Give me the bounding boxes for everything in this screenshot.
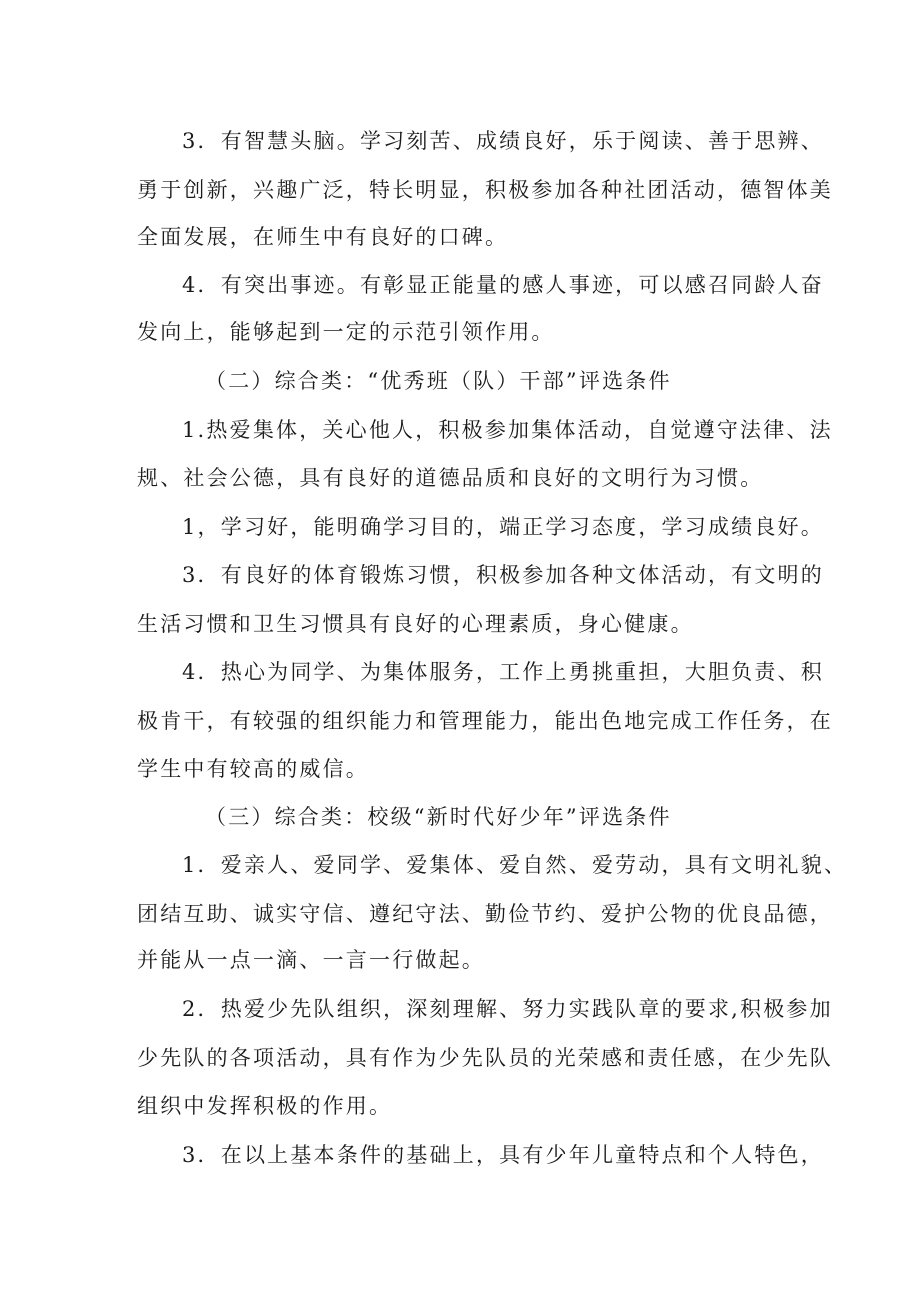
paragraph-line: 3．有智慧头脑。学习刻苦、成绩良好，乐于阅读、善于思辨、 xyxy=(182,129,824,153)
paragraph-line: 规、社会公德，具有良好的道德品质和良好的文明行为习惯。 xyxy=(137,466,764,490)
paragraph-line: 1．爱亲人、爱同学、爱集体、爱自然、爱劳动，具有文明礼貌、 xyxy=(182,853,848,877)
paragraph-line: 3．在以上基本条件的基础上，具有少年儿童特点和个人特色， xyxy=(182,1143,824,1167)
paragraph-line: 并能从一点一滴、一言一行做起。 xyxy=(137,948,485,972)
section-heading: （三）综合类：校级“新时代好少年”评选条件 xyxy=(205,805,672,829)
paragraph-line: 2．热爱少先队组织，深刻理解、努力实践队章的要求,积极参加 xyxy=(182,997,833,1021)
paragraph-line: 4．有突出事迹。有彰显正能量的感人事迹，可以感召同龄人奋 xyxy=(182,273,824,297)
paragraph-line: 勇于创新，兴趣广泛，特长明显，积极参加各种社团活动，德智体美 xyxy=(137,178,833,202)
paragraph-line: 1，学习好，能明确学习目的，端正学习态度，学习成绩良好。 xyxy=(182,515,824,539)
paragraph-line: 1.热爱集体，关心他人，积极参加集体活动，自觉遵守法律、法 xyxy=(182,418,833,442)
paragraph-line: 发向上，能够起到一定的示范引领作用。 xyxy=(137,320,555,344)
paragraph-line: 组织中发挥积极的作用。 xyxy=(137,1094,393,1118)
paragraph-line: 少先队的各项活动，具有作为少先队员的光荣感和责任感，在少先队 xyxy=(137,1046,833,1070)
section-heading: （二）综合类：“优秀班（队）干部”评选条件 xyxy=(205,369,672,393)
paragraph-line: 3．有良好的体育锻炼习惯，积极参加各种文体活动，有文明的 xyxy=(182,563,824,587)
paragraph-line: 生活习惯和卫生习惯具有良好的心理素质，身心健康。 xyxy=(137,612,694,636)
paragraph-line: 4．热心为同学、为集体服务，工作上勇挑重担，大胆负责、积 xyxy=(182,660,824,684)
paragraph-line: 学生中有较高的威信。 xyxy=(137,757,369,781)
paragraph-line: 团结互助、诚实守信、遵纪守法、勤俭节约、爱护公物的优良品德， xyxy=(137,902,833,926)
paragraph-line: 全面发展，在师生中有良好的口碑。 xyxy=(137,225,509,249)
paragraph-line: 极肯干，有较强的组织能力和管理能力，能出色地完成工作任务，在 xyxy=(137,709,833,733)
